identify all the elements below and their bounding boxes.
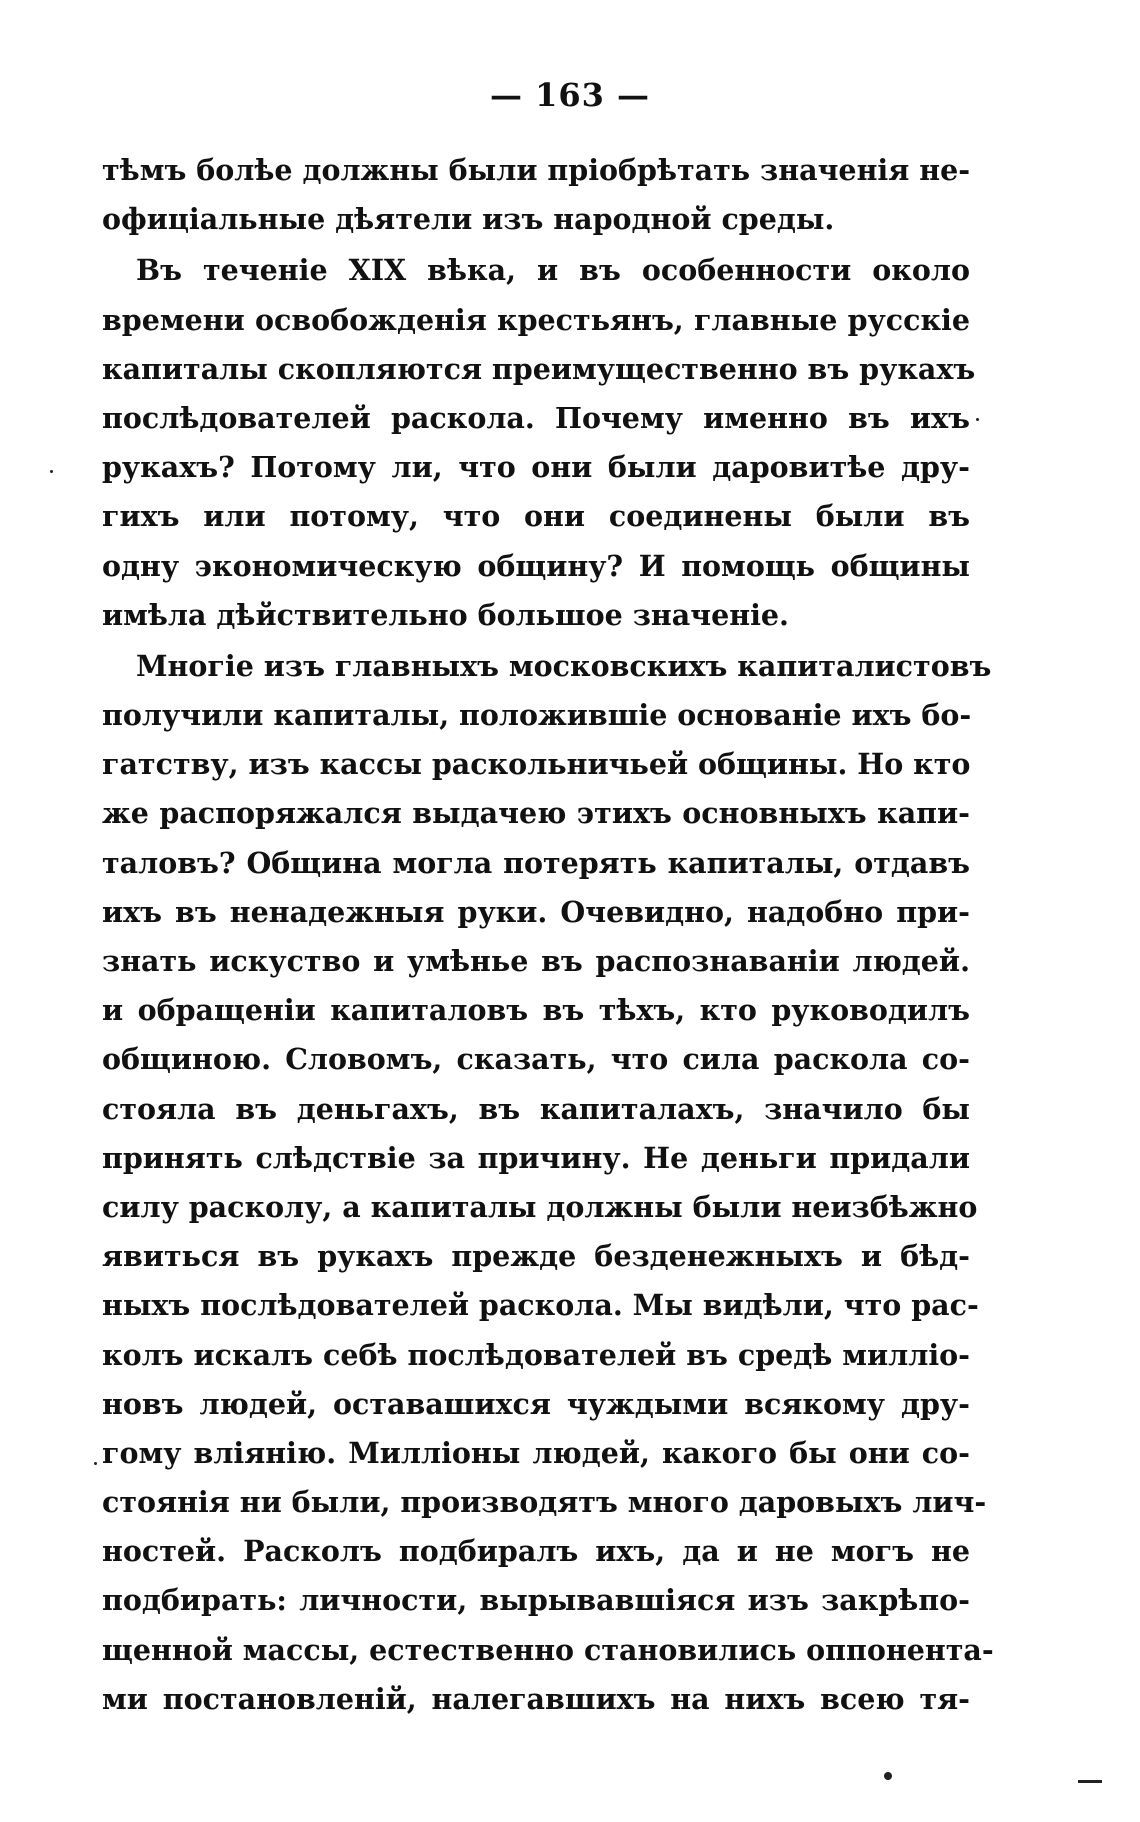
text-line: гому вліянію. Милліоны людей, какого бы они со-	[102, 1435, 970, 1470]
text-line: рукахъ? Потому ли, что они были даровитѣе дру-	[102, 450, 970, 485]
scan-speck	[884, 1772, 892, 1780]
text-line: послѣдователей раскола. Почему именно въ ихъ	[102, 400, 970, 435]
text-line: ностей. Расколъ подбиралъ ихъ, да и не могъ не	[102, 1534, 970, 1569]
scan-speck	[94, 1462, 97, 1465]
text-line: ныхъ послѣдователей раскола. Мы видѣли, что рас-	[102, 1288, 979, 1323]
text-line: времени освобожденія крестьянъ, главные русскіе	[102, 302, 970, 337]
text-line: явиться въ рукахъ прежде безденежныхъ и бѣд-	[102, 1239, 970, 1274]
text-line: и обращеніи капиталовъ въ тѣхъ, кто руководилъ	[102, 993, 970, 1028]
text-line: ми постановленій, налегавшихъ на нихъ всею тя-	[102, 1681, 970, 1716]
text-line: получили капиталы, положившіе основаніе ихъ бо-	[102, 698, 972, 733]
text-line: стоянія ни были, производятъ много даровыхъ лич-	[102, 1485, 987, 1520]
text-line: принять слѣдствіе за причину. Не деньги придали	[102, 1140, 970, 1175]
body-text	[102, 146, 994, 1724]
text-line: новъ людей, оставашихся чуждыми всякому дру-	[102, 1386, 970, 1421]
text-line: тѣмъ болѣе должны были пріобрѣтать значенія не-	[102, 153, 971, 187]
scan-speck	[976, 418, 979, 421]
text-line: колъ искалъ себѣ послѣдователей въ средѣ милліо-	[102, 1337, 970, 1372]
text-line: подбирать: личности, вырывавшіяся изъ закрѣпо-	[102, 1583, 970, 1618]
text-line: ихъ въ ненадежныя руки. Очевидно, надобно при-	[102, 894, 970, 929]
text-line: таловъ? Община могла потерять капиталы, отдавъ	[102, 845, 970, 880]
text-line: одну экономическую общину? И помощь общины	[102, 548, 970, 583]
text-line: капиталы скопляются преимущественно въ рукахъ	[102, 351, 976, 386]
text-line: знать искуство и умѣнье въ распознаваніи людей.	[102, 944, 970, 978]
text-line: гатству, изъ кассы раскольничьей общины. Но кто	[102, 747, 971, 782]
text-line: стояла въ деньгахъ, въ капиталахъ, значило бы	[102, 1091, 970, 1126]
page-number: — 163 —	[489, 76, 651, 114]
text-line: Многіе изъ главныхъ московскихъ капиталистовъ	[136, 648, 992, 683]
text-line: же распоряжался выдачею этихъ основныхъ капи-	[102, 796, 970, 831]
text-line: силу расколу, а капиталы должны были неизбѣжно	[102, 1189, 978, 1224]
scan-speck	[50, 470, 53, 473]
text-line: офиціальные дѣятели изъ народной среды.	[102, 202, 835, 237]
text-line: общиною. Словомъ, сказать, что сила раскола со-	[102, 1042, 970, 1077]
text-line: имѣла дѣйствительно большое значеніе.	[102, 597, 789, 632]
text-line: Въ теченіе XIX вѣка, и въ особенности около	[136, 253, 970, 288]
text-line: гихъ или потому, что они соединены были въ	[102, 499, 970, 534]
scan-mark	[1078, 1780, 1102, 1783]
text-line: щенной массы, естественно становились оппонента-	[102, 1632, 994, 1667]
